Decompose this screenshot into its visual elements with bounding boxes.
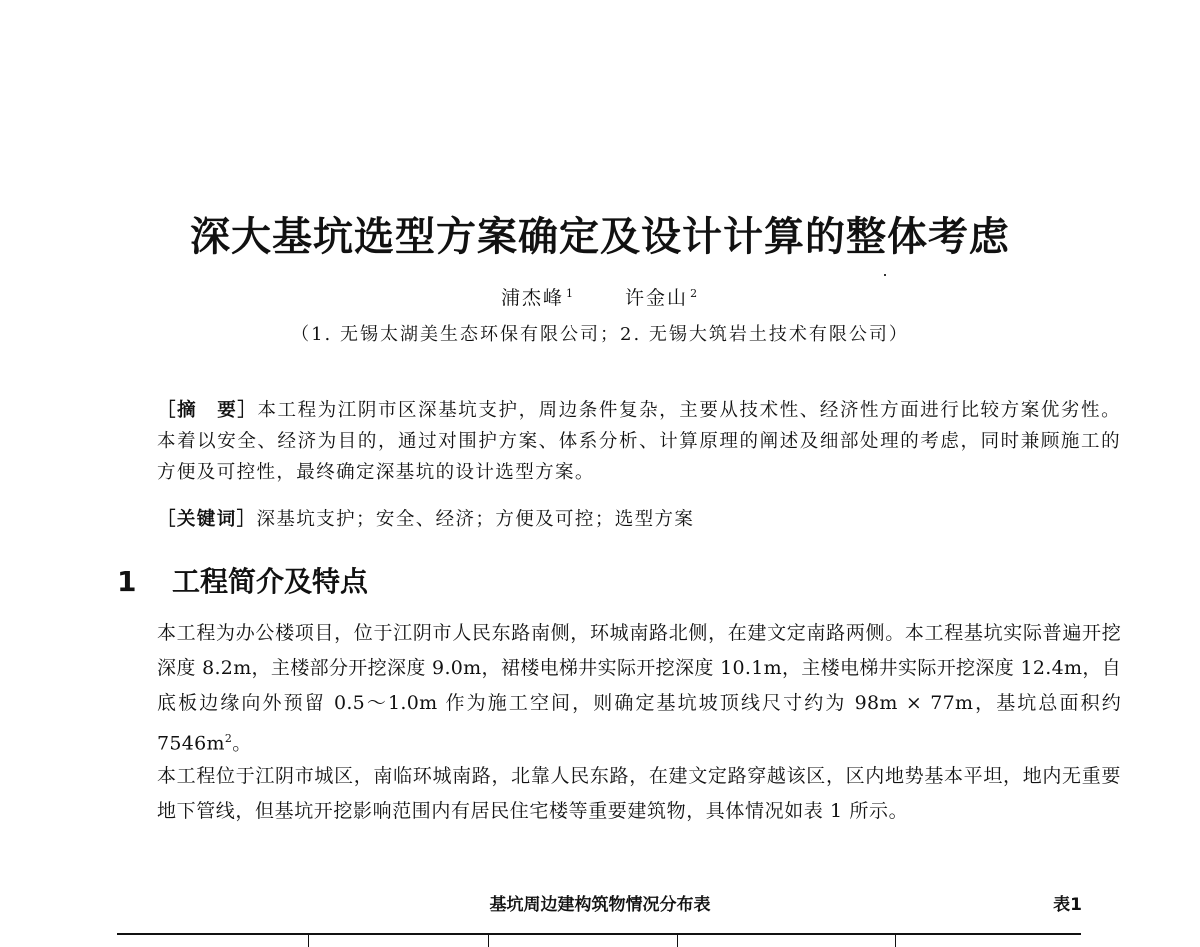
table-column-divider [677,933,678,947]
table-caption: 基坑周边建构筑物情况分布表 [489,895,711,915]
author-name: 浦杰峰 [500,287,564,309]
section-title: 工程简介及特点 [172,565,369,598]
area-exponent: 2 [224,732,233,745]
author-affiliation-mark: 2 [690,286,700,300]
affiliations: （1. 无锡太湖美生态环保有限公司；2. 无锡大筑岩土技术有限公司） [291,324,909,345]
body-paragraph-1 [117,616,1121,761]
keywords [117,504,1121,535]
abstract [117,395,1121,488]
paper-title: 深大基坑选型方案确定及设计计算的整体考虑 [190,214,1010,260]
table-top-rule [117,933,1081,935]
author-line [0,283,1200,310]
table-column-divider [488,933,489,947]
paragraph-end: 。 [232,732,252,755]
table-column-divider [308,933,309,947]
table-column-divider [895,933,896,947]
scan-speck [884,274,886,276]
author-affiliation-mark: 1 [565,286,575,300]
abstract-text: 本工程为江阴市区深基坑支护，周边条件复杂，主要从技术性、经济性方面进行比较方案优劣性。本着以安全、经济为目的，通过对围护方案、体系分析、计算原理的阐述及细部处理的考虑，同时兼顾施工的方便及可控性，最终确定深基坑的设计选型方案。 [157,400,1121,483]
paragraph-text: 本工程为办公楼项目，位于江阴市人民东路南侧，环城南路北侧，在建文定南路两侧。本工程基坑实际普遍开挖深度 8.2m，主楼部分开挖深度 9.0m，裙楼电梯井实际开挖深度 10.1m，主楼电梯井实际开挖深度 12.4m，自底板边缘向外预留 0.5～1.0m 作为施工空间，则确定基坑坡顶线尺寸约为 98m × 77m，基坑总面积约 7546m [157,622,1121,755]
section-heading [117,560,368,600]
author-name: 许金山 [625,287,689,309]
abstract-label: ［摘 要］ [157,400,258,421]
table-number: 表1 [1053,895,1082,915]
body-paragraph-2: 本工程位于江阴市城区，南临环城南路，北靠人民东路，在建文定路穿越该区，区内地势基本平坦，地内无重要地下管线，但基坑开挖影响范围内有居民住宅楼等重要建筑物，具体情况如表 1 所示。 [157,765,1121,822]
keywords-label: ［关键词］ [157,509,257,530]
keywords-text: 深基坑支护；安全、经济；方便及可控；选型方案 [256,509,695,530]
section-number: 1 [117,565,137,598]
